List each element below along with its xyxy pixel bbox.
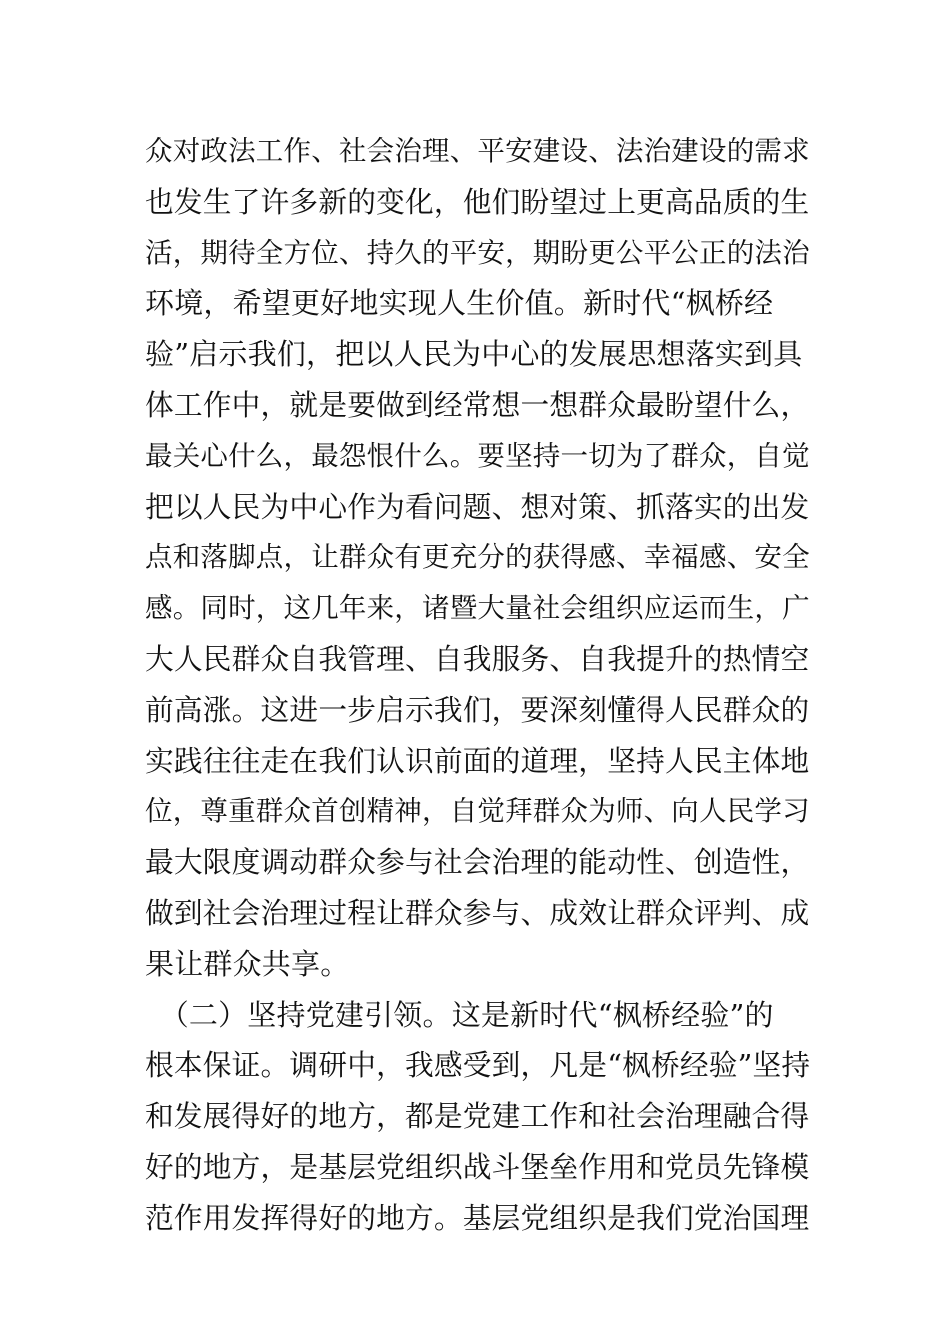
text-line: 最大限度调动群众参与社会治理的能动性、创造性， — [145, 845, 810, 880]
text-line: 根本保证。调研中，我感受到，凡是“枫桥经验”坚持 — [145, 1048, 811, 1083]
text-line: 实践往往走在我们认识前面的道理，坚持人民主体地 — [145, 743, 810, 778]
text-line: 把以人民为中心作为看问题、想对策、抓落实的出发 — [145, 489, 810, 524]
text-line: 环境，希望更好地实现人生价值。新时代“枫桥经 — [145, 286, 774, 321]
text-line: 做到社会治理过程让群众参与、成效让群众评判、成 — [145, 895, 810, 930]
text-line: 众对政法工作、社会治理、平安建设、法治建设的需求 — [145, 135, 810, 167]
text-line: 最关心什么，最怨恨什么。要坚持一切为了群众，自觉 — [145, 439, 810, 472]
text-line: 好的地方，是基层党组织战斗堡垒作用和党员先锋模 — [145, 1149, 810, 1184]
text-line: 果让群众共享。 — [145, 946, 350, 981]
text-line: 也发生了许多新的变化，他们盼望过上更高品质的生 — [145, 184, 810, 219]
text-line: 点和落脚点，让群众有更充分的获得感、幸福感、安全 — [145, 541, 810, 574]
text-line: 位，尊重群众首创精神，自觉拜群众为师、向人民学习 — [145, 795, 810, 828]
text-line: 范作用发挥得好的地方。基层党组织是我们党治国理 — [145, 1200, 810, 1235]
body-text — [145, 126, 810, 1244]
section-heading-line: （二）坚持党建引领。这是新时代“枫桥经验”的 — [145, 997, 774, 1032]
text-line: 验”启示我们，把以人民为中心的发展思想落实到具 — [145, 337, 803, 372]
text-line: 前高涨。这进一步启示我们，要深刻懂得人民群众的 — [145, 692, 810, 727]
text-line: 和发展得好的地方，都是党建工作和社会治理融合得 — [145, 1099, 810, 1134]
text-line: 活，期待全方位、持久的平安，期盼更公平公正的法治 — [145, 236, 810, 269]
text-line: 感。同时，这几年来，诸暨大量社会组织应运而生，广 — [145, 592, 810, 625]
text-line: 体工作中，就是要做到经常想一想群众最盼望什么， — [145, 387, 810, 422]
text-line: 大人民群众自我管理、自我服务、自我提升的热情空 — [145, 641, 810, 676]
